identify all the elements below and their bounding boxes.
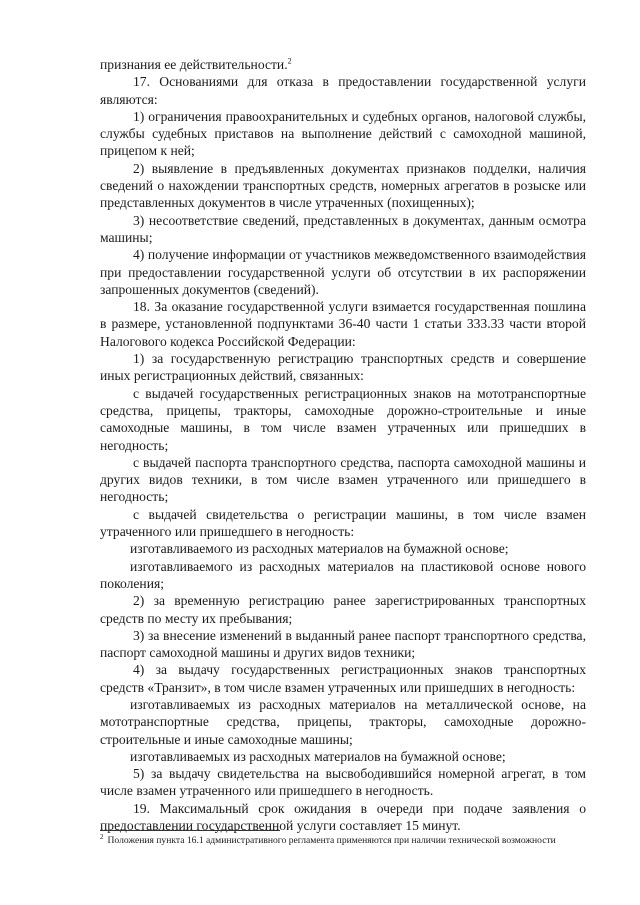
paragraph-text: 2) за временную регистрацию ранее зарегистрированных транспортных средств по месту их пребывания;: [100, 593, 586, 626]
paragraph: [100, 108, 586, 160]
paragraph: [100, 73, 586, 108]
paragraph: [100, 592, 586, 627]
paragraph-text: с выдачей паспорта транспортного средства, паспорта самоходной машины и других видов техники, в том числе взамен утраченного или пришедшего в негодность;: [100, 454, 586, 505]
paragraph: [100, 506, 586, 541]
paragraph: [100, 558, 586, 593]
paragraph-text: признания ее действительности.: [100, 57, 288, 72]
paragraph-text: 17. Основаниями для отказа в предоставлении государственной услуги являются:: [100, 74, 586, 107]
paragraph-text: 3) за внесение изменений в выданный ранее паспорт транспортного средства, паспорт самоходной машины и других видов техники;: [100, 627, 586, 661]
paragraph-text: с выдачей свидетельства о регистрации машины, в том числе взамен утраченного или пришедшего в негодность:: [100, 506, 586, 540]
paragraph-text: 1) ограничения правоохранительных и судебных органов, налоговой службы, службы судебных приставов на выполнение действий с самоходной машиной, прицепом к ней;: [100, 108, 586, 159]
footnote-separator: [100, 830, 280, 831]
paragraph: [100, 696, 586, 748]
paragraph-text: изготавливаемых из расходных материалов на металлической основе, на мототранспортные средства, прицепы, тракторы, самоходные дорожно-строительные и иные самоходные машины;: [100, 696, 586, 747]
paragraph: [100, 748, 586, 765]
footnote: [100, 834, 586, 847]
paragraph: [100, 385, 586, 454]
paragraph: [100, 212, 586, 247]
document-body: [100, 56, 586, 834]
paragraph-text: 4) получение информации от участников межведомственного взаимодействия при предоставлении государственной услуги об отсутствии в их распоряжении запрошенных документов (сведений).: [100, 247, 586, 297]
paragraph: [100, 661, 586, 696]
footnote-number: 2: [100, 832, 104, 841]
paragraph-text: 19. Максимальный срок ожидания в очереди при подаче заявления о предоставлении государственной услуги составляет 15 минут.: [100, 800, 586, 834]
paragraph: [100, 246, 586, 298]
paragraph: [100, 298, 586, 350]
paragraph-text: изготавливаемых из расходных материалов на бумажной основе;: [130, 748, 506, 764]
paragraph-text: 5) за выдачу свидетельства на высвободившийся номерной агрегат, в том числе взамен утраченного или пришедшего в негодность.: [100, 766, 586, 799]
paragraph: [100, 160, 586, 212]
paragraph-text: 2) выявление в предъявленных документах признаков подделки, наличия сведений о нахождении транспортных средств, номерных агрегатов в розыске или представленных документов в числе утраченных (похищенных);: [100, 160, 586, 211]
paragraph-text: изготавливаемого из расходных материалов на бумажной основе;: [130, 541, 509, 557]
paragraph: [100, 350, 586, 385]
footnote-reference: 2: [287, 56, 292, 66]
paragraph-text: 1) за государственную регистрацию транспортных средств и совершение иных регистрационных действий, связанных:: [100, 351, 586, 384]
paragraph-text: с выдачей государственных регистрационных знаков на мототранспортные средства, прицепы, тракторы, самоходные дорожно-строительные и иные самоходные машины, в том числе взамен утраченных или пришедших в негодность;: [100, 385, 586, 453]
paragraph: [100, 627, 586, 662]
paragraph-text: 4) за выдачу государственных регистрационных знаков транспортных средств «Транзит», в том числе взамен утраченных или пришедших в негодность:: [100, 662, 586, 695]
paragraph-text: изготавливаемого из расходных материалов на пластиковой основе нового поколения;: [100, 558, 586, 591]
paragraph: [100, 765, 586, 800]
paragraph: [100, 540, 586, 557]
paragraph-text: 18. За оказание государственной услуги взимается государственная пошлина в размере, установленной подпунктами 36-40 части 1 статьи 333.33 части второй Налогового кодекса Российской Федерации:: [100, 299, 586, 349]
paragraph: [100, 56, 586, 73]
paragraph: [100, 454, 586, 506]
footnote-text: Положения пункта 16.1 административного регламента применяются при наличии технической возможности: [107, 835, 556, 846]
paragraph-text: 3) несоответствие сведений, представленных в документах, данным осмотра машины;: [100, 212, 586, 245]
